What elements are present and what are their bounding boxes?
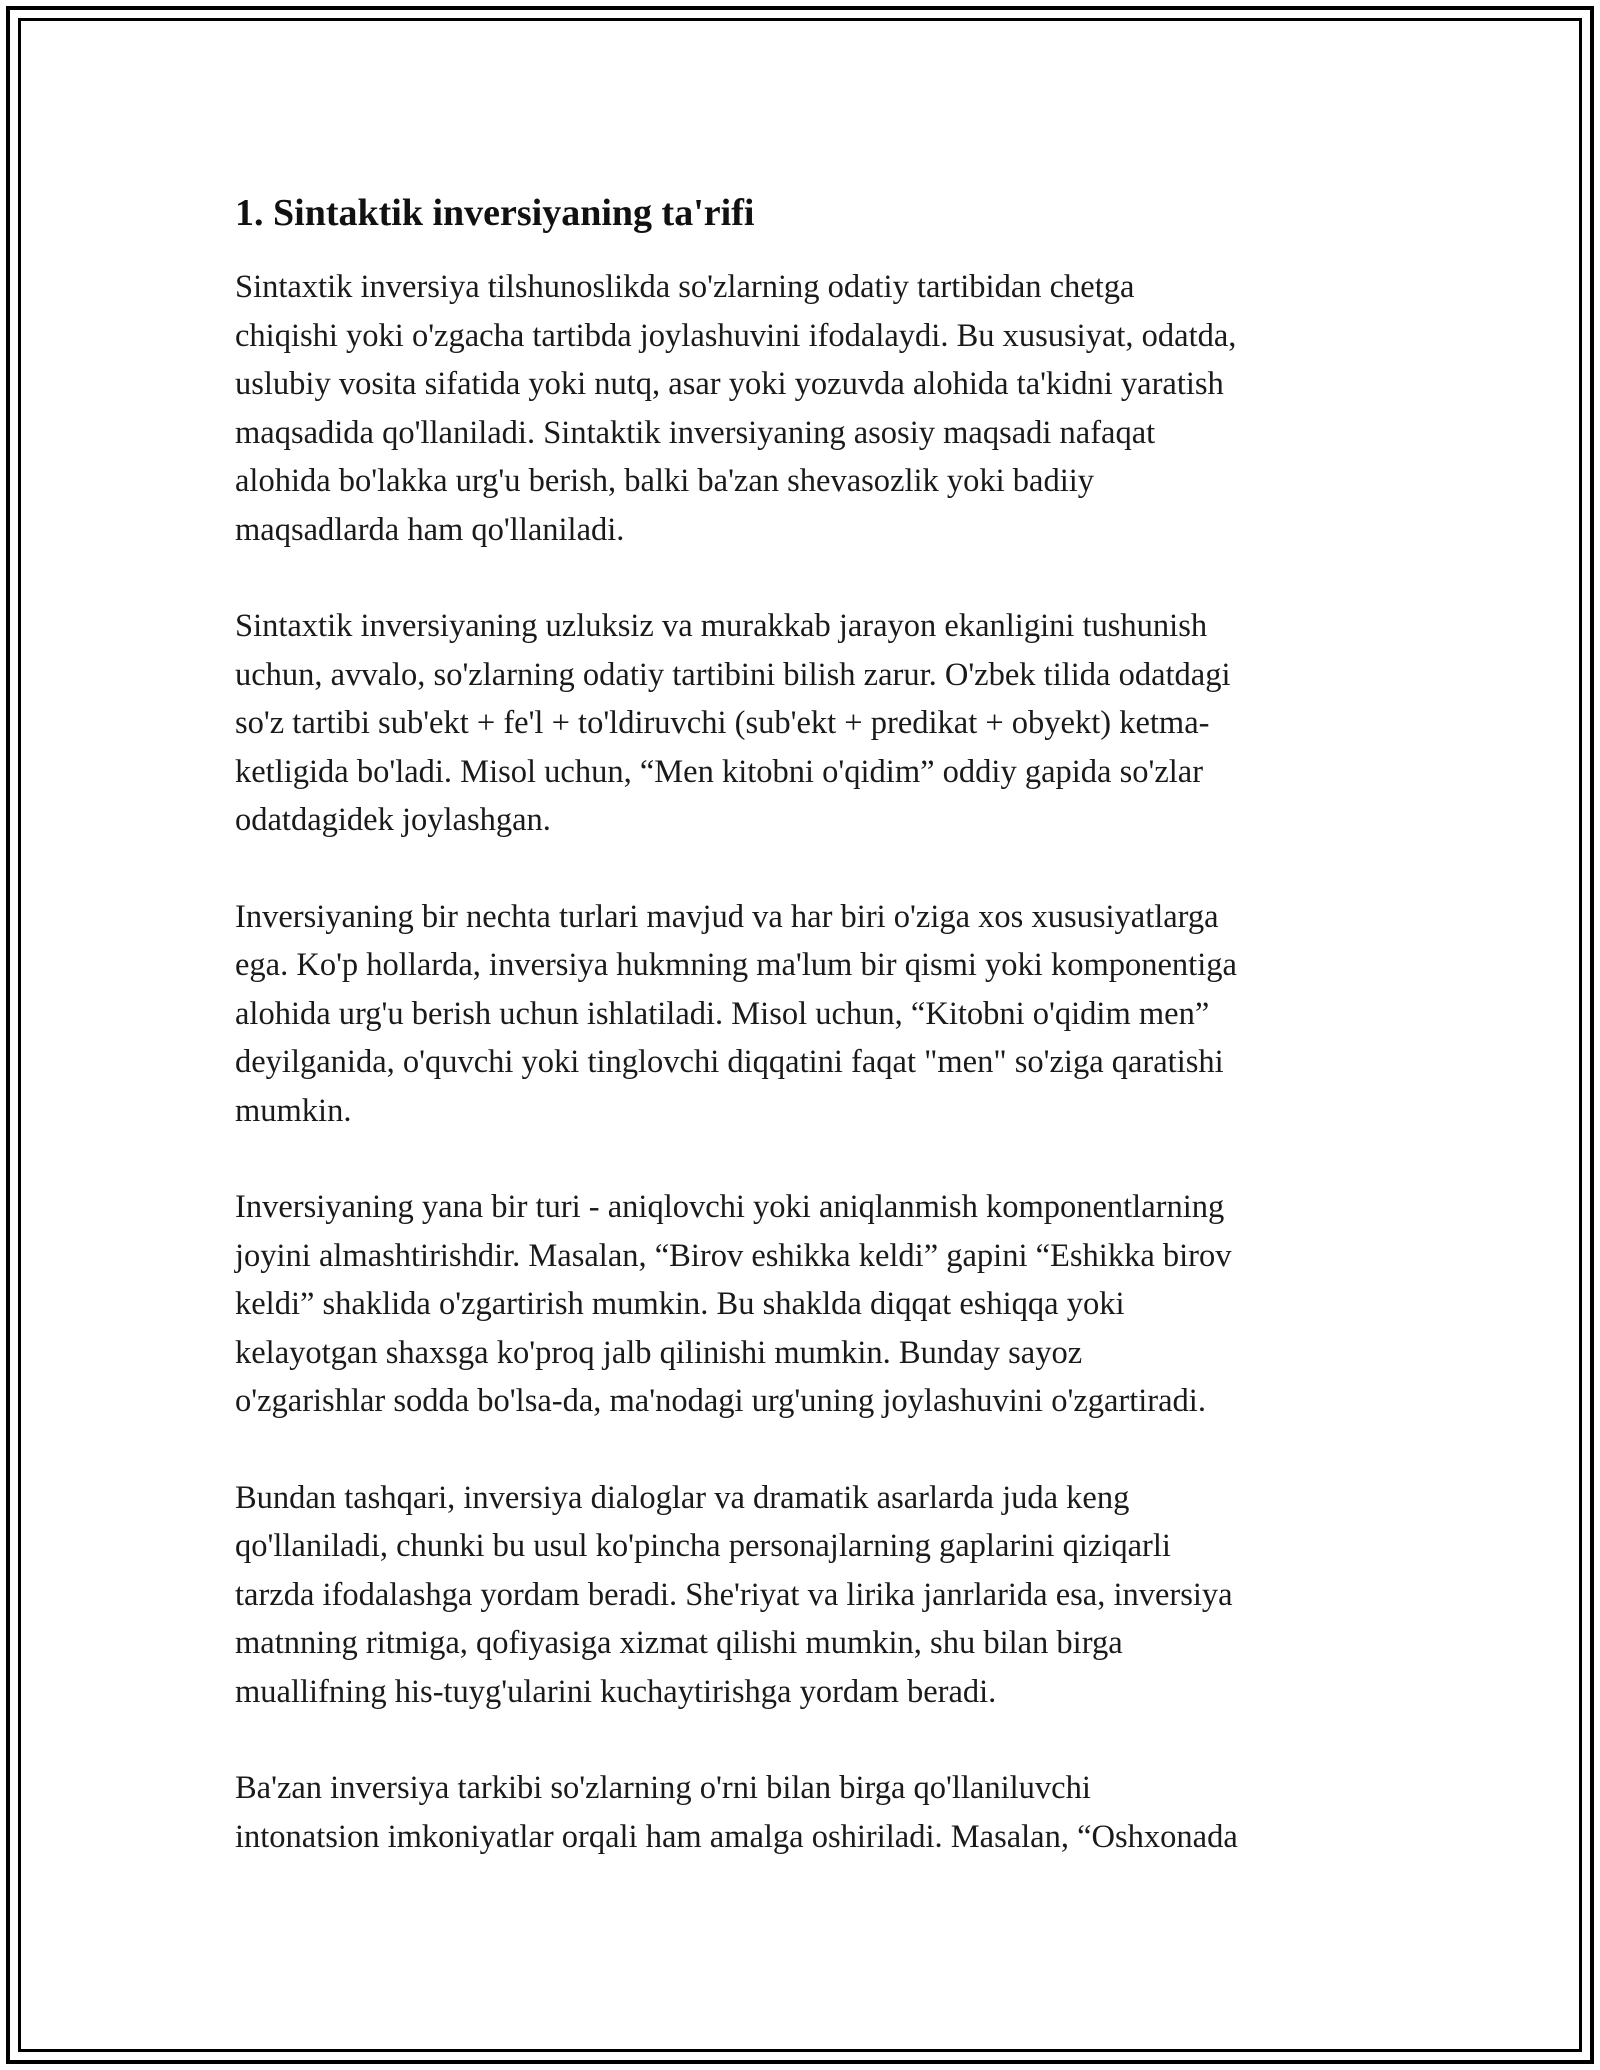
paragraph-5 bbox=[235, 1474, 1370, 1717]
text-line: intonatsion imkoniyatlar orqali ham amalga oshiriladi. Masalan, “Oshxonada bbox=[235, 1818, 1238, 1855]
section-title: 1. Sintaktik inversiyaning ta'rifi bbox=[235, 192, 755, 234]
paragraph-6 bbox=[235, 1764, 1370, 1861]
text-line: ega. Ko'p hollarda, inversiya hukmning ma'lum bir qismi yoki komponentiga bbox=[235, 947, 1237, 983]
text-line: kelayotgan shaxsga ko'proq jalb qilinishi mumkin. Bunday sayoz bbox=[235, 1334, 1083, 1371]
text-line: Sintaxtik inversiya tilshunoslikda so'zlarning odatiy tartibidan chetga bbox=[235, 269, 1135, 305]
text-line: Inversiyaning yana bir turi - aniqlovchi yoki aniqlanmish komponentlarning bbox=[235, 1189, 1225, 1225]
text-line: Sintaxtik inversiyaning uzluksiz va murakkab jarayon ekanligini tushunish bbox=[235, 608, 1208, 644]
paragraph-1 bbox=[235, 263, 1370, 554]
text-line: odatdagidek joylashgan. bbox=[235, 802, 551, 838]
text-line: Inversiyaning bir nechta turlari mavjud va har biri o'ziga xos xususiyatlarga bbox=[235, 898, 1219, 935]
text-line: keldi” shaklida o'zgartirish mumkin. Bu shaklda diqqat eshiqqa yoki bbox=[235, 1286, 1125, 1322]
text-line: Ba'zan inversiya tarkibi so'zlarning o'rni bilan birga qo'llaniluvchi bbox=[235, 1770, 1091, 1806]
text-line: muallifning his-tuyg'ularini kuchaytirishga yordam beradi. bbox=[235, 1673, 997, 1710]
text-line: alohida bo'lakka urg'u berish, balki ba'zan shevasozlik yoki badiiy bbox=[235, 463, 1095, 499]
paragraph-2 bbox=[235, 602, 1370, 845]
text-line: alohida urg'u berish uchun ishlatiladi. Misol uchun, “Kitobni o'qidim men” bbox=[235, 995, 1210, 1032]
text-line: chiqishi yoki o'zgacha tartibda joylashuvini ifodalaydi. Bu xususiyat, odatda, bbox=[235, 317, 1237, 354]
text-line: ketligida bo'ladi. Misol uchun, “Men kitobni o'qidim” oddiy gapida so'zlar bbox=[235, 753, 1204, 790]
text-line: deyilganida, o'quvchi yoki tinglovchi diqqatini faqat "men" so'ziga qaratishi bbox=[235, 1044, 1224, 1080]
text-line: uslubiy vosita sifatida yoki nutq, asar yoki yozuvda alohida ta'kidni yaratish bbox=[235, 366, 1224, 402]
text-line: maqsadlarda ham qo'llaniladi. bbox=[235, 511, 625, 548]
document-body bbox=[235, 185, 1370, 1909]
text-line: maqsadida qo'llaniladi. Sintaktik inversiyaning asosiy maqsadi nafaqat bbox=[235, 414, 1156, 451]
text-line: uchun, avvalo, so'zlarning odatiy tartibini bilish zarur. O'zbek tilida odatdagi bbox=[235, 656, 1231, 693]
text-line: mumkin. bbox=[235, 1092, 352, 1129]
text-line: qo'llaniladi, chunki bu usul ko'pincha personajlarning gaplarini qiziqarli bbox=[235, 1528, 1171, 1564]
text-line: Bundan tashqari, inversiya dialoglar va dramatik asarlarda juda keng bbox=[235, 1479, 1130, 1516]
text-line: joyini almashtirishdir. Masalan, “Birov eshikka keldi” gapini “Eshikka birov bbox=[235, 1237, 1232, 1274]
text-line: o'zgarishlar sodda bo'lsa-da, ma'nodagi urg'uning joylashuvini o'zgartiradi. bbox=[235, 1383, 1206, 1419]
text-line: so'z tartibi sub'ekt + fe'l + to'ldiruvchi (sub'ekt + predikat + obyekt) ketma- bbox=[235, 705, 1210, 741]
text-line: matnning ritmiga, qofiyasiga xizmat qilishi mumkin, shu bilan birga bbox=[235, 1625, 1123, 1661]
paragraph-4 bbox=[235, 1183, 1370, 1426]
paragraph-3 bbox=[235, 893, 1370, 1136]
text-line: tarzda ifodalashga yordam beradi. She'riyat va lirika janrlarida esa, inversiya bbox=[235, 1576, 1233, 1613]
